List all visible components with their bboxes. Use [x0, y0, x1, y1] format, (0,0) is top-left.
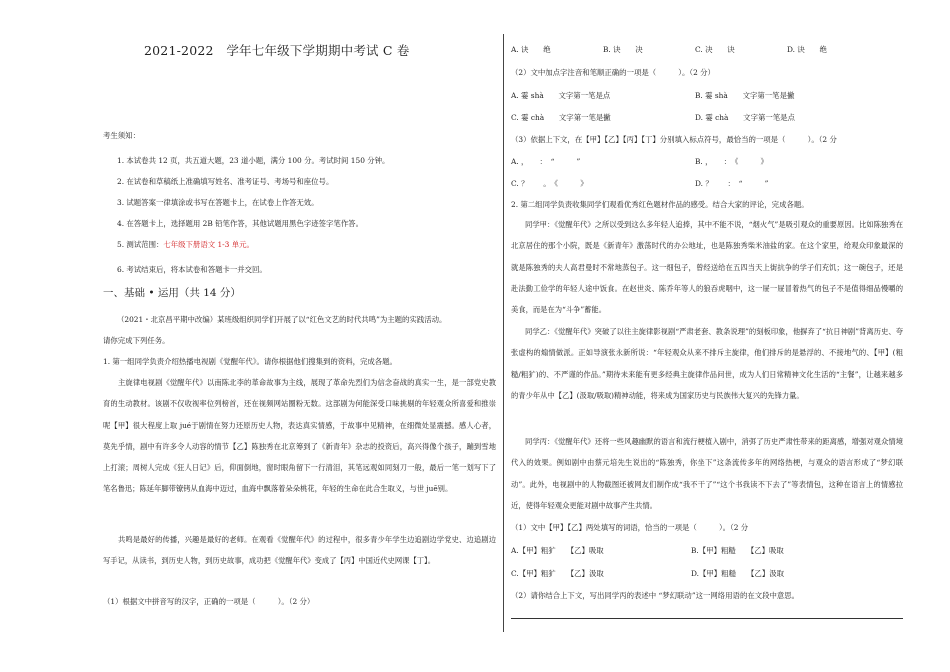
sub-question-3: （3）依据上下文，在【甲】【乙】【丙】【丁】分别填入标点符号，最恰当的一项是（ ）。（2 分: [511, 135, 837, 144]
sub-question-5: （2）请你结合上下文，写出同学丙的表述中 “梦幻联动”这一网络用语的在文段中意思。: [511, 591, 800, 600]
question-2: 2. 第二组同学负责收集同学们观看优秀红色题材作品的感受。结合大家的评论，完成各题。: [511, 200, 809, 209]
sub2-option-a: A. 霎 shà 文字第一笔是点: [511, 91, 611, 100]
comment-student-b: 同学乙：《觉醒年代》突破了以往主旋律影视剧“严肃老套、教条说理”的刻板印象，他摒弃了“抗日神剧”背离历史、夸张虚构的煽情做派。正如导演张永新所说：“年轻观众从来不排斥主旋律，他们排斥的是悬浮的、不接地气的、【甲】(粗糙/粗犷)的、不严谨的作品。”期待未来能有更多经典主旋律作品问世，成为人们日常精神文化生活的“主餐”，让越来越多的青少年从中【乙】(汲取/吸取)精神动能，将来成为国家历史与民族伟大复兴的先锋力量。: [511, 327, 903, 400]
sub-question-4: （1）文中【甲】【乙】两处填写的词语，恰当的一项是（ ）。（2 分: [511, 523, 749, 532]
question-1: 1. 第一组同学负责介绍热播电视剧《觉醒年代》。请你根据他们搜集到的资料，完成各题。: [103, 357, 397, 366]
column-divider: [503, 34, 504, 632]
sub2-option-b: B. 霎 shà 文字第一笔是撇: [695, 91, 795, 100]
option-d: D. 诀 绝: [787, 45, 827, 54]
notice-item-2: 2. 在试卷和草稿纸上准确填写姓名、准考证号、考场号和座位号。: [117, 177, 334, 186]
sub4-option-a: A.【甲】粗犷 【乙】吸取: [511, 546, 604, 555]
notice-item-3: 3. 试题答案一律填涂或书写在答题卡上，在试卷上作答无效。: [117, 198, 319, 207]
sub-question-1: （1）根据文中拼音写的汉字，正确的一项是（ ）。（2 分）: [103, 597, 315, 606]
sub3-option-a: A. ， ： “ ”: [511, 157, 581, 166]
notice-heading: 考生须知：: [103, 131, 140, 140]
notice-item-5-range: 七年级下册语文 1-3 单元。: [163, 240, 254, 249]
sub3-option-d: D. ？ ： “ ”: [695, 179, 769, 188]
notice-item-4: 4. 在答题卡上，选择题用 2B 铅笔作答，其他试题用黑色字迹签字笔作答。: [117, 219, 363, 228]
notice-item-5-prefix: 5. 测试范围：: [117, 240, 164, 249]
sub2-option-d: D. 霎 chà 文字第一笔是点: [695, 113, 795, 122]
comment-student-a: 同学甲：《觉醒年代》之所以受到这么多年轻人追捧，其中不能不说，“烟火气”是吸引观众的重要原因。比如陈独秀在北京居住的那个小院，既是《新青年》激荡时代的办公地址，也是陈独秀柴米油盐的家。在这个家里，给观众印象最深的就是陈独秀的夫人高君曼时不常地蒸包子。这一细包子，曾经送给在五四当天上街抗争的学子们充饥；这一碗包子，还是赴法勤工俭学的年轻人途中饭食。在赵世炎、陈乔年等人的狼吞虎咽中，这一屉一屉冒着热气的包子不是值得细品慢嚼的美食，而是在为“斗争”蓄能。: [511, 220, 903, 315]
option-c: C. 决 诀: [695, 45, 735, 54]
sub4-option-d: D.【甲】粗糙 【乙】汲取: [691, 569, 784, 578]
comment-student-c: 同学丙：《觉醒年代》还将一些风趣幽默的语言和流行梗植入剧中，消弭了历史严肃性带来的距离感，增强对观众情境代入的效果。例如剧中由蔡元培先生说出的“陈独秀，你坐下”这条流传多年的网络热梗，与观众的语言形成了“梦幻联动”。此外，电视剧中的人物截图还被网友们制作成“我不干了”“这个书我读不下去了”等表情包，这种在语言上的情感拉近，使得年轻观众更能对剧中故事产生共情。: [511, 437, 903, 510]
sub-question-2: （2）文中加点字注音和笔顺正确的一项是（ ）。（2 分）: [511, 68, 715, 77]
sub4-option-c: C.【甲】粗犷 【乙】汲取: [511, 569, 604, 578]
answer-line: [511, 618, 903, 619]
section-heading: 一、基础 • 运用（共 14 分）: [103, 287, 241, 299]
notice-item-1: 1. 本试卷共 12 页，共五道大题，23 道小题，满分 100 分。考试时间 150 分钟。: [117, 156, 390, 165]
sub3-option-b: B. ， ： 《 》: [695, 157, 768, 166]
option-b: B. 诀 决: [603, 45, 643, 54]
notice-item-6: 6. 考试结束后，将本试卷和答题卡一并交回。: [117, 265, 267, 274]
sub4-option-b: B.【甲】粗糙 【乙】吸取: [691, 546, 784, 555]
page-title: 2021-2022 学年七年级下学期期中考试 C 卷: [144, 43, 410, 58]
sub3-option-c: C. ？ 。 《 》: [511, 179, 588, 188]
option-a: A. 诀 绝: [511, 45, 551, 54]
passage-paragraph-1: 主旋律电视剧《觉醒年代》以南陈北李的革命故事为主线，展现了革命先烈们为信念奋战的真实一生，是一部党史教育的生动教材。该剧不仅收视率位列榜首，还在视频网站圈粉无数。这部剧为何能深受口味挑剔的年轻观众所喜爱和推崇呢【甲】很大程度上取 jué于剧情在努力还原历史人物，表达真实情感，于故事中见精神，在细微处显震撼。感人心者，莫先乎情，剧中有许多令人动容的情节【乙】陈独秀在北京筹到了《新青年》杂志的投资后，高兴得像个孩子，蹦到雪地上打滚；周树人完成《狂人日记》后，仰面倒地，窗时眼角留下一行清泪，其笔远观如同刻刀一般，最后一笔一划写下了笔名鲁迅；陈延年脚带镣铐从血海中迈过，血海中飘落着朵朵桃花，年轻的生命在此合生取义，与世 juē别。: [103, 378, 496, 494]
sub2-option-c: C. 霎 chà 文字第一笔是撇: [511, 113, 611, 122]
passage-paragraph-2: 共鸣是最好的传播，兴趣是最好的老师。在观看《觉醒年代》的过程中，很多青少年学生边追剧边学党史、边追剧边写手记，从读书，到历史人物，到历史故事，成功把《觉醒年代》变成了【丙】中国近代史网课【丁】。: [103, 535, 496, 566]
intro-line-2: 请你完成下列任务。: [103, 336, 170, 345]
notice-item-5: [117, 240, 254, 250]
intro-line-1: （2021・北京昌平期中改编）某班级组织同学们开展了以“红色文艺的时代共鸣”为主题的实践活动。: [117, 315, 447, 324]
